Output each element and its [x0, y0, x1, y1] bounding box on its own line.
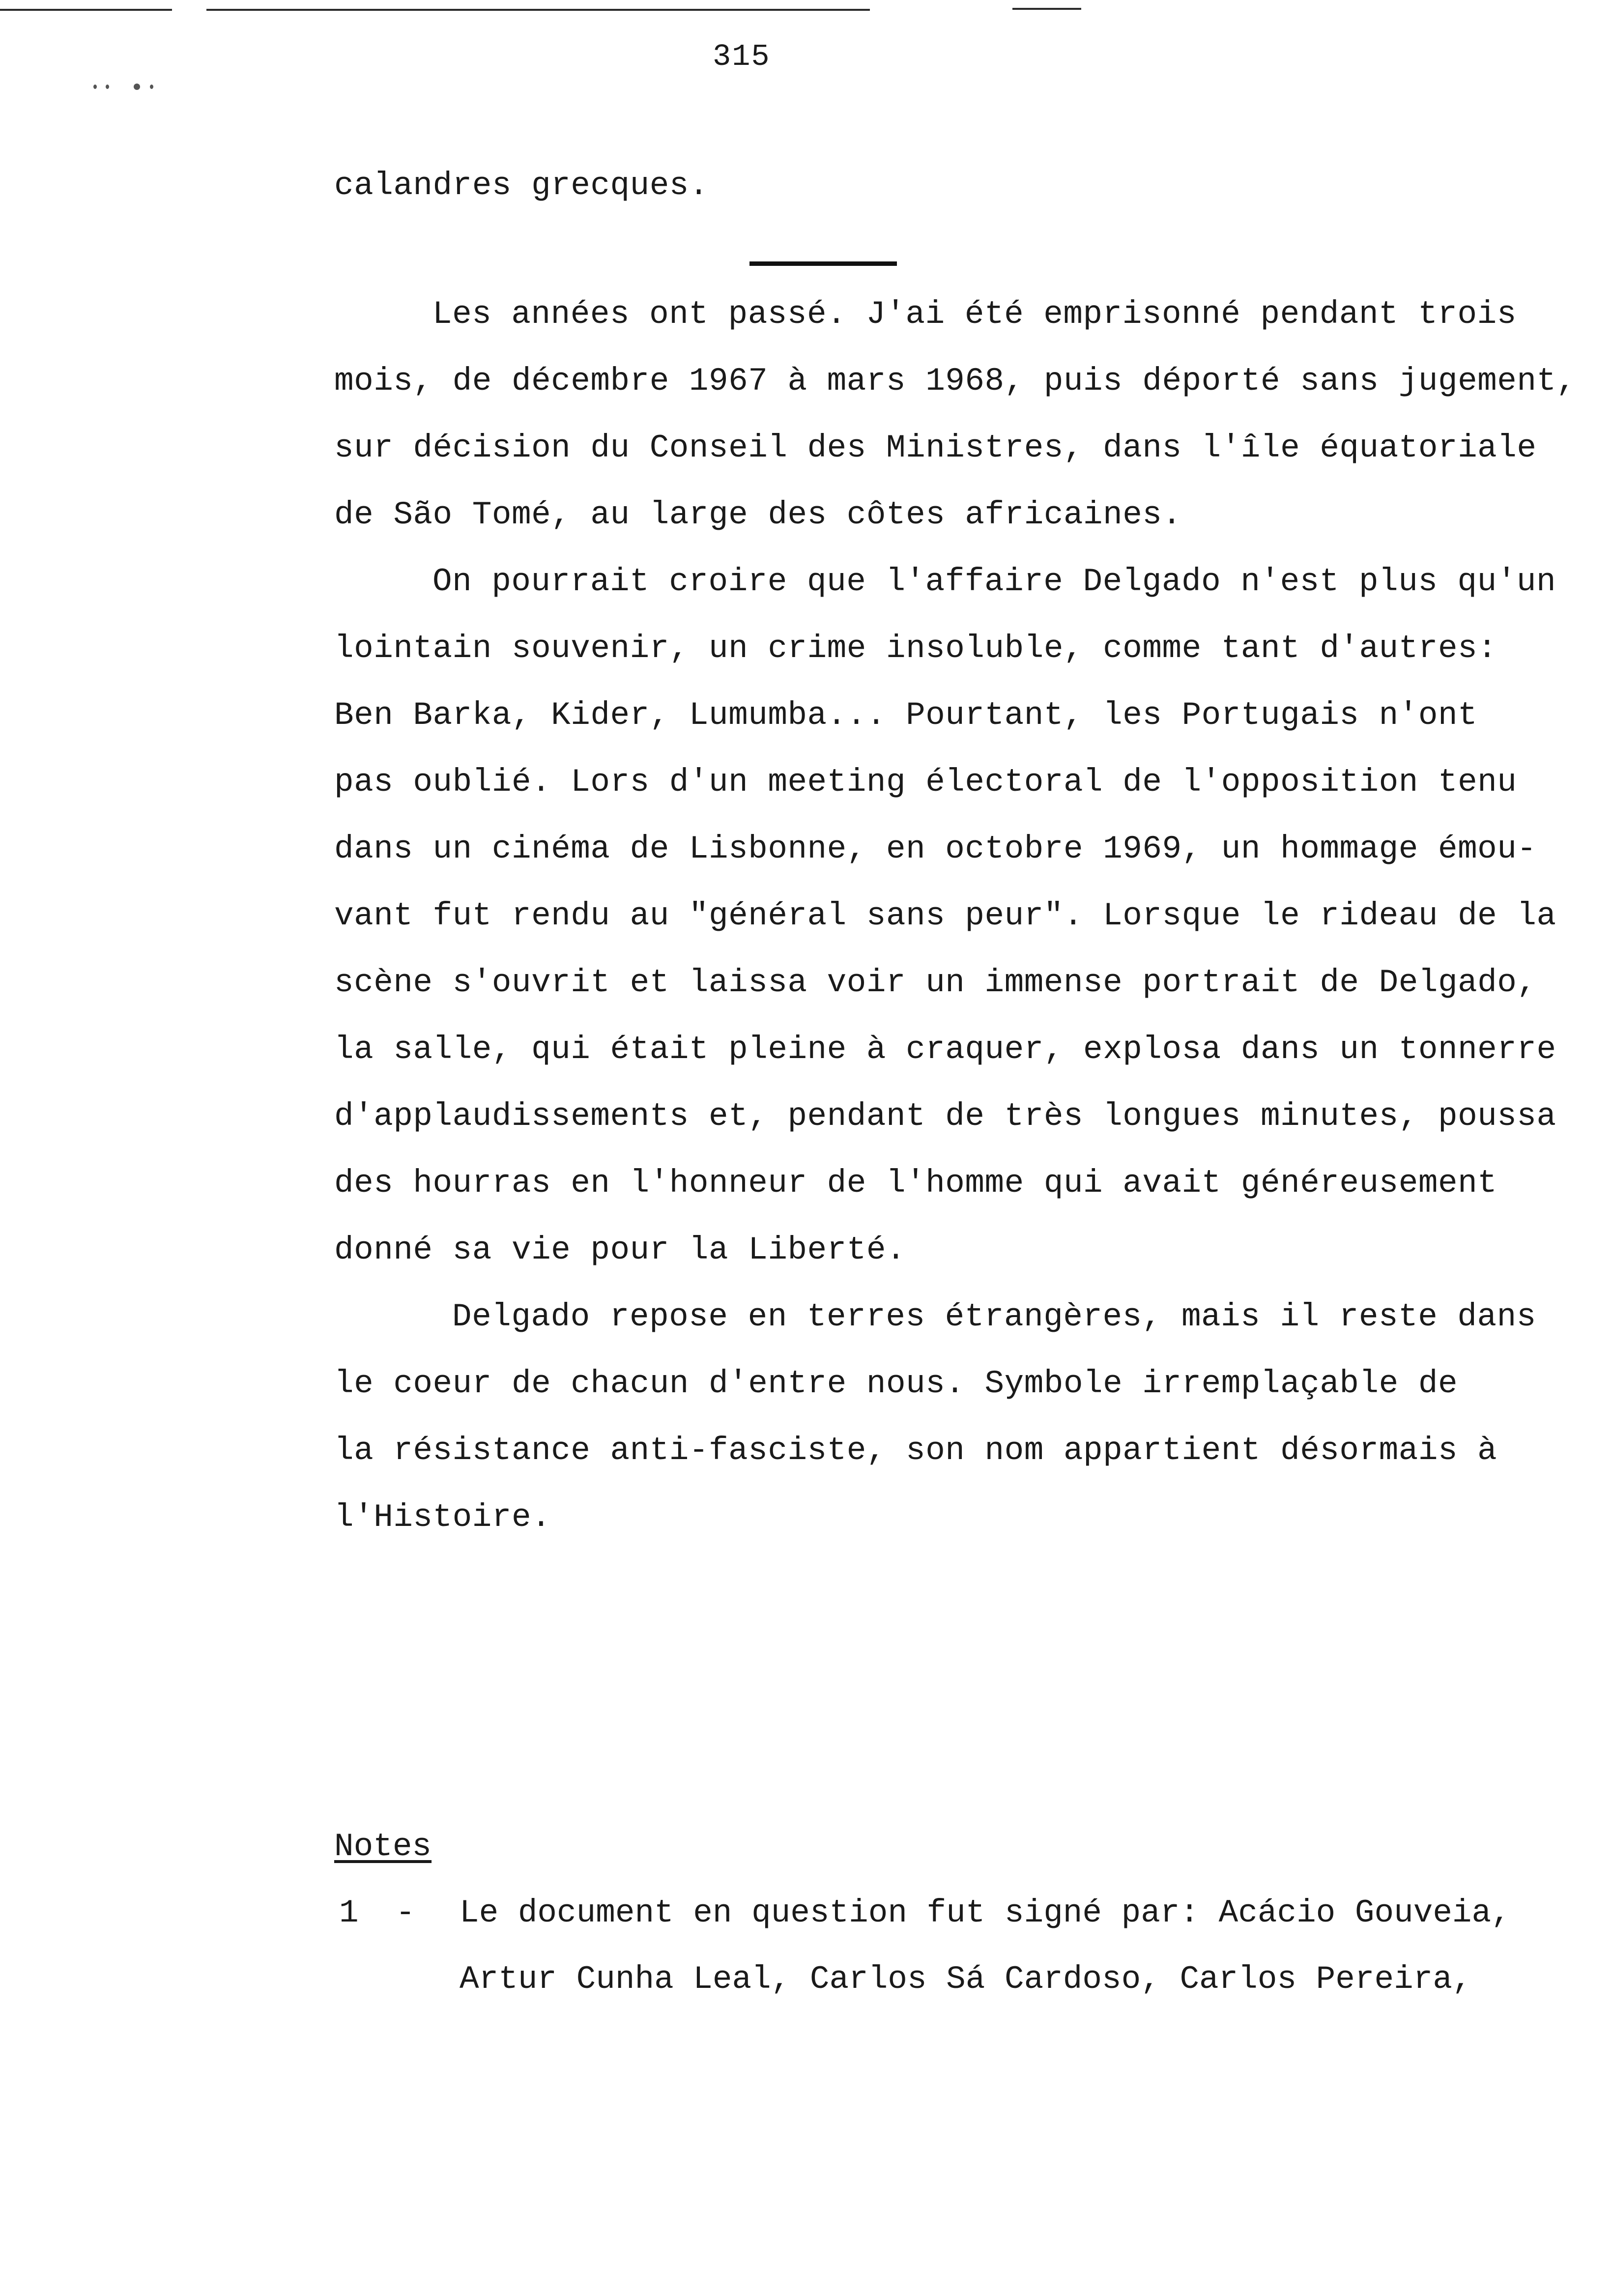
intro-line: calandres grecques. [334, 167, 709, 204]
body-line: d'applaudissements et, pendant de très longues minutes, poussa [334, 1098, 1556, 1135]
page-number: 315 [713, 39, 771, 74]
body-line: donné sa vie pour la Liberté. [334, 1232, 906, 1268]
scan-speck [134, 84, 140, 90]
body-line: de São Tomé, au large des côtes africaines. [334, 496, 1182, 533]
body-line: la résistance anti-fasciste, son nom appartient désormais à [334, 1432, 1497, 1469]
body-line: mois, de décembre 1967 à mars 1968, puis déporté sans jugement, [334, 363, 1576, 400]
scan-speck [106, 85, 109, 89]
body-line: la salle, qui était pleine à craquer, explosa dans un tonnerre [334, 1031, 1556, 1068]
note-dash: - [396, 1894, 415, 1931]
note-line: Le document en question fut signé par: Acácio Gouveia, [460, 1894, 1511, 1931]
body-line: scène s'ouvrit et laissa voir un immense portrait de Delgado, [334, 964, 1537, 1001]
body-line: dans un cinéma de Lisbonne, en octobre 1969, un hommage émou- [334, 831, 1537, 867]
top-edge-rule [206, 9, 870, 11]
body-line: le coeur de chacun d'entre nous. Symbole irremplaçable de [334, 1365, 1458, 1402]
scan-speck [150, 85, 153, 89]
body-line: sur décision du Conseil des Ministres, dans l'île équatoriale [334, 430, 1537, 466]
notes-heading: Notes [334, 1828, 432, 1865]
body-line: pas oublié. Lors d'un meeting électoral de l'opposition tenu [334, 764, 1517, 801]
body-line: Les années ont passé. J'ai été emprisonné pendant trois [432, 296, 1517, 333]
body-line: lointain souvenir, un crime insoluble, comme tant d'autres: [334, 630, 1497, 667]
note-line: Artur Cunha Leal, Carlos Sá Cardoso, Carlos Pereira, [460, 1961, 1472, 1998]
top-edge-rule [1012, 8, 1081, 10]
note-number: 1 [339, 1894, 359, 1931]
body-line: des hourras en l'honneur de l'homme qui avait généreusement [334, 1165, 1497, 1202]
body-line: Delgado repose en terres étrangères, mais il reste dans [452, 1298, 1536, 1335]
body-line: On pourrait croire que l'affaire Delgado n'est plus qu'un [432, 563, 1556, 600]
body-line: l'Histoire. [334, 1499, 551, 1536]
section-separator [749, 261, 897, 266]
body-line: Ben Barka, Kider, Lumumba... Pourtant, les Portugais n'ont [334, 697, 1478, 734]
top-edge-rule [0, 9, 172, 11]
scan-speck [93, 85, 97, 89]
body-line: vant fut rendu au "général sans peur". Lorsque le rideau de la [334, 897, 1556, 934]
